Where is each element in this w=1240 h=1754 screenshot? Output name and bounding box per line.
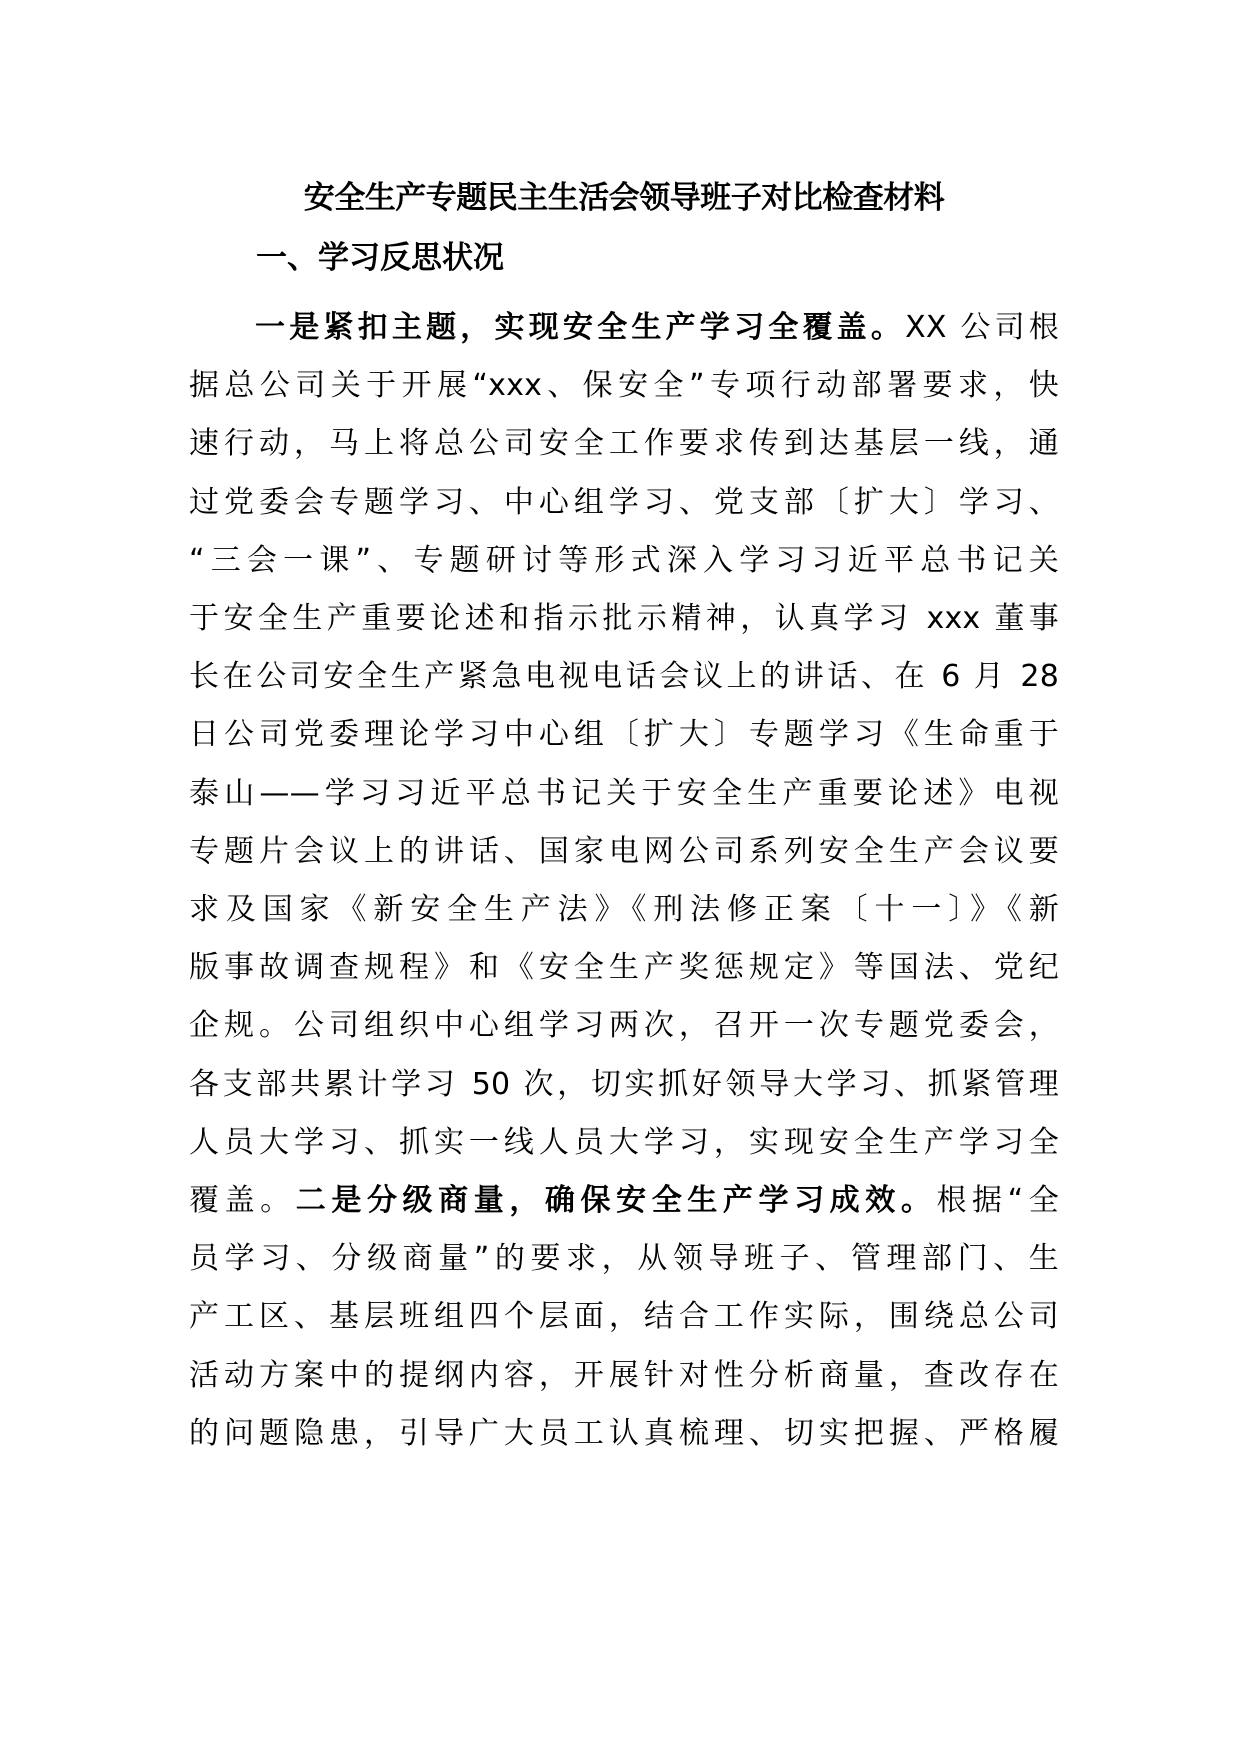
text-segment: 覆盖。 — [189, 1183, 296, 1219]
text-line: 过党委会专题学习、中心组学习、党支部〔扩大〕学习、 — [189, 484, 1059, 520]
text-line: 版事故调查规程》和《安全生产奖惩规定》等国法、党纪 — [189, 950, 1059, 986]
text-line: 速行动，马上将总公司安全工作要求传到达基层一线，通 — [189, 426, 1059, 462]
text-segment: 根据“全 — [936, 1183, 1059, 1219]
text-line: 人员大学习、抓实一线人员大学习，实现安全生产学习全 — [189, 1124, 1059, 1160]
text-line: 各支部共累计学习 50 次，切实抓好领导大学习、抓紧管理 — [189, 1066, 1059, 1102]
text-line: 于安全生产重要论述和指示批示精神，认真学习 xxx 董事 — [189, 601, 1059, 637]
text-line: 产工区、基层班组四个层面，结合工作实际，围绕总公司 — [189, 1299, 1059, 1335]
text-line: 员学习、分级商量”的要求，从领导班子、管理部门、生 — [189, 1241, 1059, 1277]
text-line: 日公司党委理论学习中心组〔扩大〕专题学习《生命重于 — [189, 717, 1059, 753]
body-paragraph — [189, 299, 1059, 1463]
section-heading: 一、学习反思状况 — [256, 240, 504, 276]
text-line: 企规。公司组织中心组学习两次，召开一次专题党委会， — [189, 1008, 1059, 1044]
text-line: 据总公司关于开展“xxx、保安全”专项行动部署要求，快 — [189, 368, 1059, 404]
text-line: 泰山——学习习近平总书记关于安全生产重要论述》电视 — [189, 775, 1059, 811]
text-line — [189, 299, 1059, 357]
document-title: 安全生产专题民主生活会领导班子对比检查材料 — [303, 180, 945, 216]
text-line: 长在公司安全生产紧急电视电话会议上的讲话、在 6 月 28 — [189, 659, 1059, 695]
bold-lead-phrase: 一是紧扣主题，实现安全生产学习全覆盖。 — [255, 310, 906, 345]
text-line: 的问题隐患，引导广大员工认真梳理、切实把握、严格履 — [189, 1415, 1059, 1451]
text-line — [189, 1172, 1059, 1230]
text-line: 专题片会议上的讲话、国家电网公司系列安全生产会议要 — [189, 833, 1059, 869]
text-line: 求及国家《新安全生产法》《刑法修正案〔十一〕》《新 — [189, 892, 1059, 928]
text-line: “三会一课”、专题研讨等形式深入学习习近平总书记关 — [189, 542, 1059, 578]
text-segment: XX 公司根 — [905, 310, 1059, 345]
bold-lead-phrase: 二是分级商量，确保安全生产学习成效。 — [295, 1183, 937, 1219]
text-line: 活动方案中的提纲内容，开展针对性分析商量，查改存在 — [189, 1357, 1059, 1393]
